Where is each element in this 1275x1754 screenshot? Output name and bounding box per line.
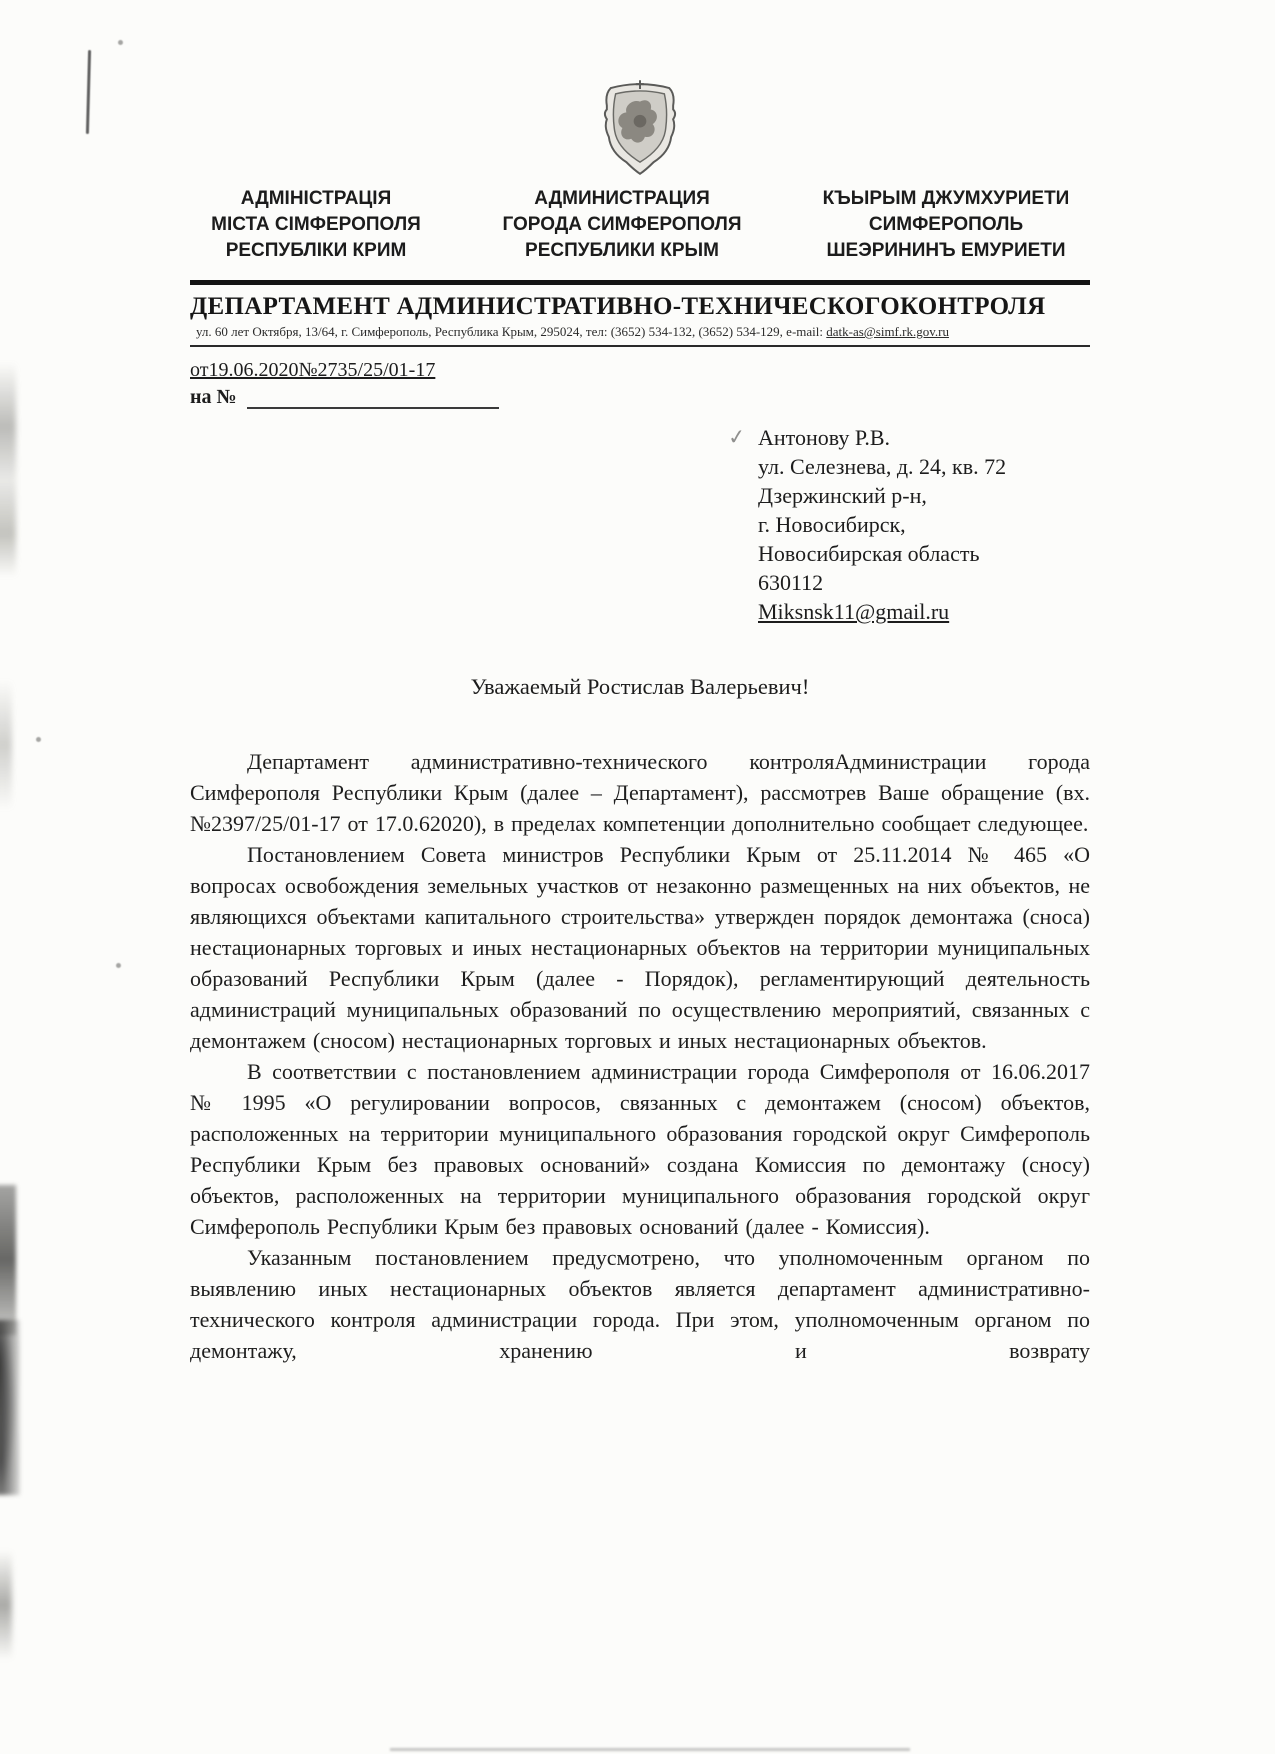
body-paragraph-2: Постановлением Совета министров Республики Крым от 25.11.2014 № 465 «О вопросах освобождения земельных участков от незаконно размещенных на них объектов, не являющихся объектами капитального строительства» утвержден порядок демонтажа (сноса) нестационарных торговых и иных нестационарных объектов на территории муниципальных образований Республики Крым (далее - Порядок), регламентирующий деятельность администраций муниципальных образований по осуществлению мероприятий, связанных с демонтажем (сносом) нестационарных торговых и иных нестационарных объектов. [190, 842, 1090, 1053]
scan-artifact-edge [390, 1748, 910, 1751]
letter-body [190, 746, 1090, 1366]
letterhead-line: АДМІНІСТРАЦІЯ [240, 188, 392, 209]
recipient-district: Дзержинский р-н, [758, 483, 927, 508]
letterhead-line: ШЕЭРИНИНЪ ЕМУРИЕТИ [826, 240, 1066, 261]
scan-artifact-speck [36, 737, 41, 742]
reference-block [190, 359, 1090, 409]
scan-artifact-pen-line [86, 50, 91, 134]
department-address [196, 324, 1090, 340]
scan-artifact-smudge [0, 1550, 12, 1660]
recipient-name: Антонову Р.В. [758, 425, 891, 450]
letterhead-line: АДМИНИСТРАЦИЯ [534, 188, 710, 209]
letterhead-crimean-tatar [802, 186, 1090, 264]
incoming-reference-label: на № [190, 386, 237, 408]
body-paragraph-4: Указанным постановлением предусмотрено, что уполномоченным органом по выявлению иных нестационарных объектов является департамент административно-технического контроля администрации города. При этом, уполномоченным органом по демонтажу, хранению и возврату [190, 1245, 1090, 1363]
letterhead [190, 186, 1090, 264]
letterhead-line: СИМФЕРОПОЛЬ [868, 214, 1024, 235]
coat-of-arms-emblem [190, 80, 1090, 176]
recipient-postcode: 630112 [758, 570, 824, 595]
outgoing-reference: от19.06.2020№2735/25/01-17 [190, 359, 436, 381]
divider-thick [190, 280, 1090, 285]
department-title: ДЕПАРТАМЕНТ АДМИНИСТРАТИВНО-ТЕХНИЧЕСКОГОКОНТРОЛЯ [190, 293, 1046, 320]
department-address-text: ул. 60 лет Октября, 13/64, г. Симферополь, Республика Крым, 295024, тел: (3652) 534-132, (3652) 534-129, e-mail: [196, 324, 827, 339]
recipient-block [726, 423, 1090, 626]
letterhead-line: РЕСПУБЛИКИ КРЫМ [525, 240, 719, 261]
letterhead-ukrainian [190, 186, 442, 264]
letterhead-line: КЪЫРЫМ ДЖУМХУРИЕТИ [822, 188, 1070, 209]
divider-thin [190, 345, 1090, 347]
letterhead-line: ГОРОДА СИМФЕРОПОЛЯ [502, 214, 742, 235]
letterhead-line: МІСТА СІМФЕРОПОЛЯ [211, 214, 421, 235]
body-paragraph-3: В соответствии с постановлением администрации города Симферополя от 16.06.2017 № 1995 «О регулировании вопросов, связанных с демонтажем (сносом) объектов, расположенных на территории муниципального образования городской округ Симферополь Республики Крым без правовых оснований» создана Комиссия по демонтажу (сносу) объектов, расположенных на территории муниципального образования городской округ Симферополь Республики Крым без правовых оснований (далее - Комиссия). [190, 1059, 1090, 1239]
salutation: Уважаемый Ростислав Валерьевич! [470, 674, 810, 699]
scan-artifact-smudge [0, 362, 16, 577]
scan-artifact-smudge [0, 1185, 16, 1335]
scan-artifact-speck [118, 40, 123, 45]
letterhead-russian [478, 186, 766, 264]
recipient-email: Miksnsk11@gmail.ru [758, 599, 950, 624]
incoming-reference-blank [247, 388, 499, 409]
recipient-street: ул. Селезнева, д. 24, кв. 72 [758, 454, 1007, 479]
recipient-region: Новосибирская область [758, 541, 980, 566]
department-email: datk-as@simf.rk.gov.ru [826, 324, 949, 339]
scan-artifact-speck [116, 963, 121, 968]
incoming-reference [190, 386, 1090, 409]
recipient-city: г. Новосибирск, [758, 512, 906, 537]
handwritten-check-mark: ✓ [726, 425, 747, 450]
body-paragraph-1: Департамент административно-технического контроляАдминистрации города Симферополя Республики Крым (далее – Департамент), рассмотрев Ваше обращение (вх. №2397/25/01-17 от 17.0.62020), в пределах компетенции дополнительно сообщает следующее. [190, 749, 1090, 836]
scan-artifact-smudge [0, 680, 12, 810]
letter-content [190, 0, 1090, 1366]
coat-of-arms-icon [601, 80, 679, 176]
scan-artifact-smudge [0, 1320, 20, 1495]
letterhead-line: РЕСПУБЛІКИ КРИМ [225, 240, 407, 261]
